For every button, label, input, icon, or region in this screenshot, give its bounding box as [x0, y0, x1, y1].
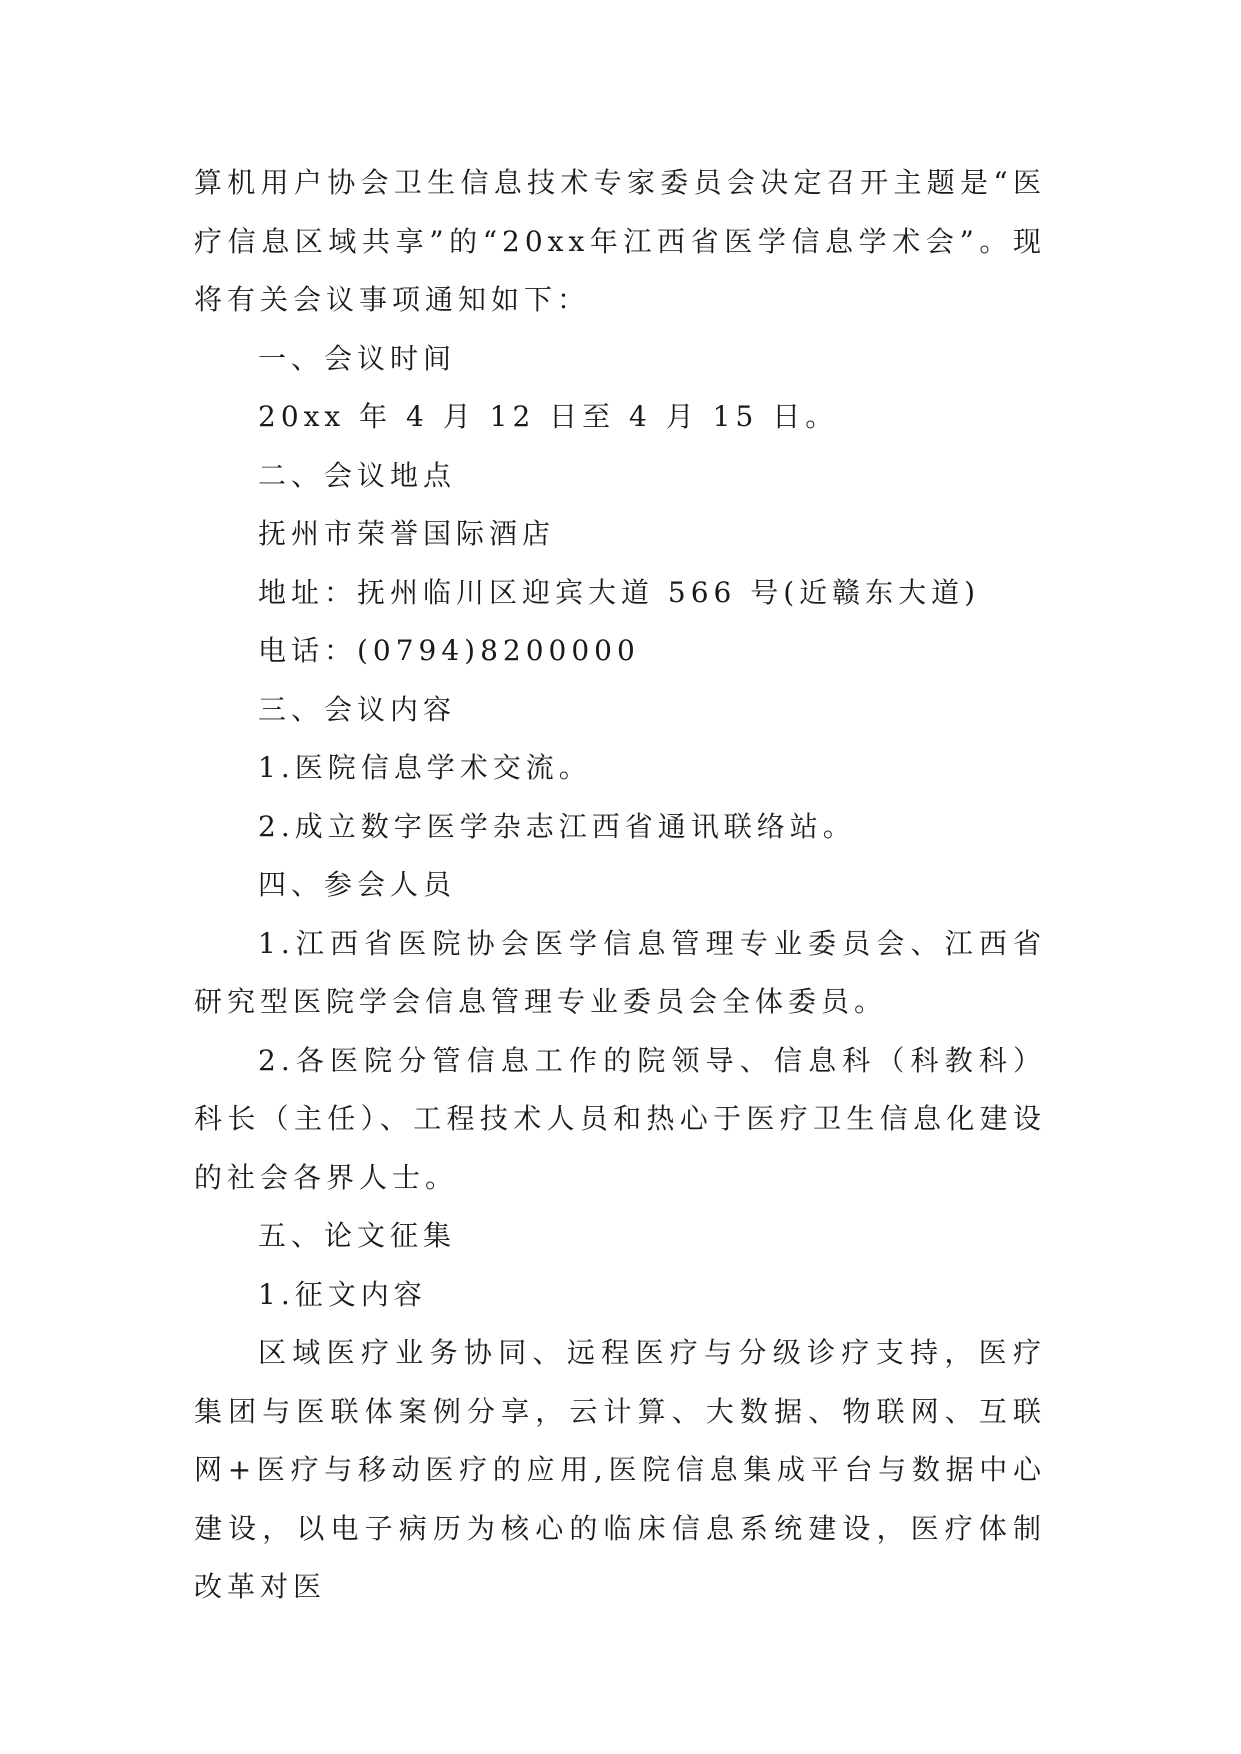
section-heading-meeting-time: 一、会议时间 [258, 341, 457, 375]
attendees-item-2: 2.各医院分管信息工作的院领导、信息科（科教科）科长（主任）、工程技术人员和热心于医疗卫生信息化建设的社会各界人士。 [194, 1043, 1046, 1194]
intro-paragraph: 算机用户协会卫生信息技术专家委员会决定召开主题是“医疗信息区域共享”的“20xx年江西省医学信息学术会”。现将有关会议事项通知如下： [194, 166, 1046, 316]
content-item-1: 1.医院信息学术交流。 [258, 751, 592, 784]
venue-phone: 电话：(0794)8200000 [258, 634, 640, 667]
section-heading-paper-call: 五、论文征集 [258, 1219, 457, 1252]
section-heading-meeting-location: 二、会议地点 [258, 458, 457, 492]
section-heading-meeting-content: 三、会议内容 [258, 692, 457, 726]
paper-topics-paragraph: 区域医疗业务协同、远程医疗与分级诊疗支持，医疗集团与医联体案例分享，云计算、大数据、物联网、互联网+医疗与移动医疗的应用,医院信息集成平台与数据中心建设，以电子病历为核心的临床信息系统建设，医疗体制改革对医 [194, 1336, 1046, 1603]
venue-name: 抚州市荣誉国际酒店 [258, 517, 556, 550]
meeting-date: 20xx 年 4 月 12 日至 4 月 15 日。 [258, 400, 839, 433]
document-body [194, 154, 1046, 1617]
content-item-2: 2.成立数字医学杂志江西省通讯联络站。 [258, 809, 856, 843]
paper-call-subheading: 1.征文内容 [258, 1277, 427, 1311]
venue-address: 地址：抚州临川区迎宾大道 566 号(近赣东大道) [258, 575, 981, 609]
section-heading-attendees: 四、参会人员 [258, 868, 457, 901]
attendees-item-1: 1.江西省医院协会医学信息管理专业委员会、江西省研究型医院学会信息管理专业委员会全体委员。 [194, 926, 1046, 1018]
